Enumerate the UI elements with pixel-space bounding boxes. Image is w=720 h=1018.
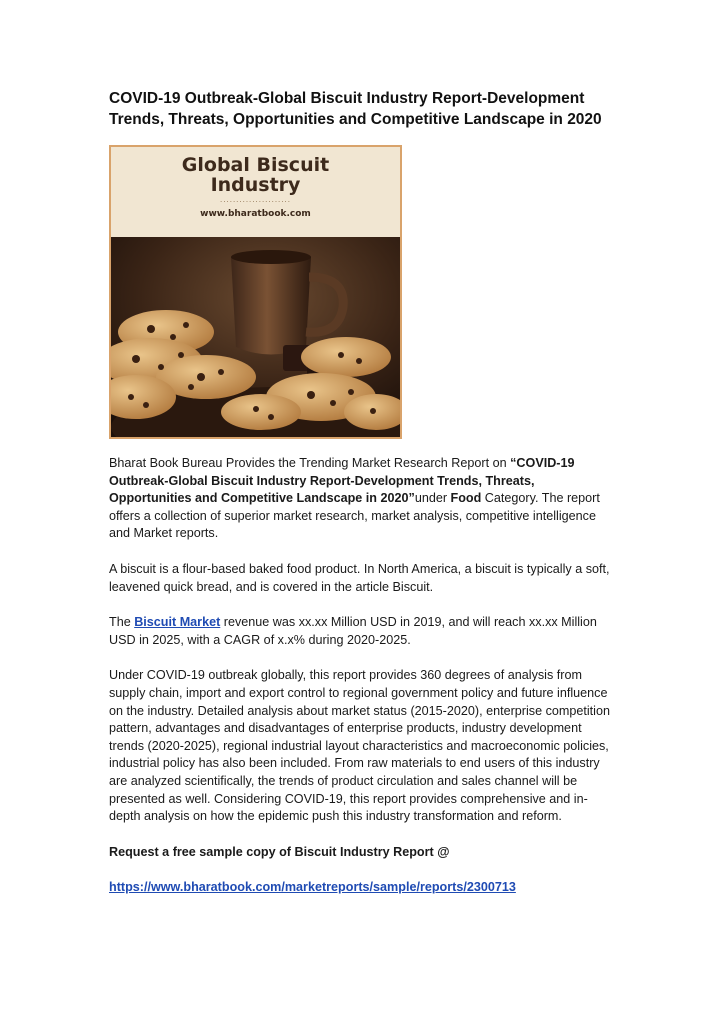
sample-request-link[interactable]: https://www.bharatbook.com/marketreports/sample/reports/2300713	[109, 880, 516, 895]
category-name: Food	[450, 491, 482, 506]
banner-dots: ......................	[220, 195, 291, 204]
intro-paragraph	[109, 455, 615, 543]
coffee-cup-and-cookies-photo	[111, 237, 400, 437]
banner-title	[111, 147, 400, 195]
intro-after-text: Category. The report offers a collection of superior market research, market analysis, competitive intelligence and Market reports.	[109, 491, 600, 541]
report-banner-image	[109, 145, 402, 439]
document-title: COVID-19 Outbreak-Global Biscuit Industry Report-Development Trends, Threats, Opportunities and Competitive Landscape in 2020	[109, 90, 602, 128]
sample-request-label: Request a free sample copy of Biscuit Industry Report @	[109, 844, 450, 859]
banner-title-line1: Global Biscuit	[181, 154, 330, 176]
market-text-after: revenue was xx.xx Million USD in 2019, and will reach xx.xx Million USD in 2025, with a CAGR of x.x% during 2020-2025.	[109, 615, 597, 647]
banner-url: www.bharatbook.com	[200, 209, 311, 219]
definition-paragraph: A biscuit is a flour-based baked food product. In North America, a biscuit is typically a soft, leavened quick bread, and is covered in the article Biscuit.	[109, 561, 610, 594]
biscuit-market-link[interactable]: Biscuit Market	[134, 615, 221, 630]
intro-text: Bharat Book Bureau Provides the Trending Market Research Report on	[109, 456, 511, 470]
article-body	[109, 455, 615, 897]
banner-title-line2: Industry	[210, 174, 301, 196]
analysis-paragraph: Under COVID-19 outbreak globally, this report provides 360 degrees of analysis from supply chain, import and export control to regional government policy and future influence on the industry. Detailed analysis about market status (2015-2020), enterprise competition pattern, advantages and disadvantages of enterprise products, industry development trends (2020-2025), regional industrial layout characteristics and macroeconomic policies, industrial policy has also been included. From raw materials to end users of this industry are analyzed scientifically, the trends of product circulation and sales channel will be presented as well. Considering COVID-19, this report provides comprehensive and in-depth analysis on how the epidemic push this industry transformation and reform.	[109, 668, 610, 824]
intro-under-text: under	[414, 491, 451, 506]
report-name: “COVID-19 Outbreak-Global Biscuit Industry Report-Development Trends, Threats, Opportunities and Competitive Landscape in 2020”	[109, 456, 575, 506]
banner-header	[111, 147, 400, 237]
market-paragraph	[109, 614, 615, 649]
market-text-before: The	[109, 615, 135, 630]
